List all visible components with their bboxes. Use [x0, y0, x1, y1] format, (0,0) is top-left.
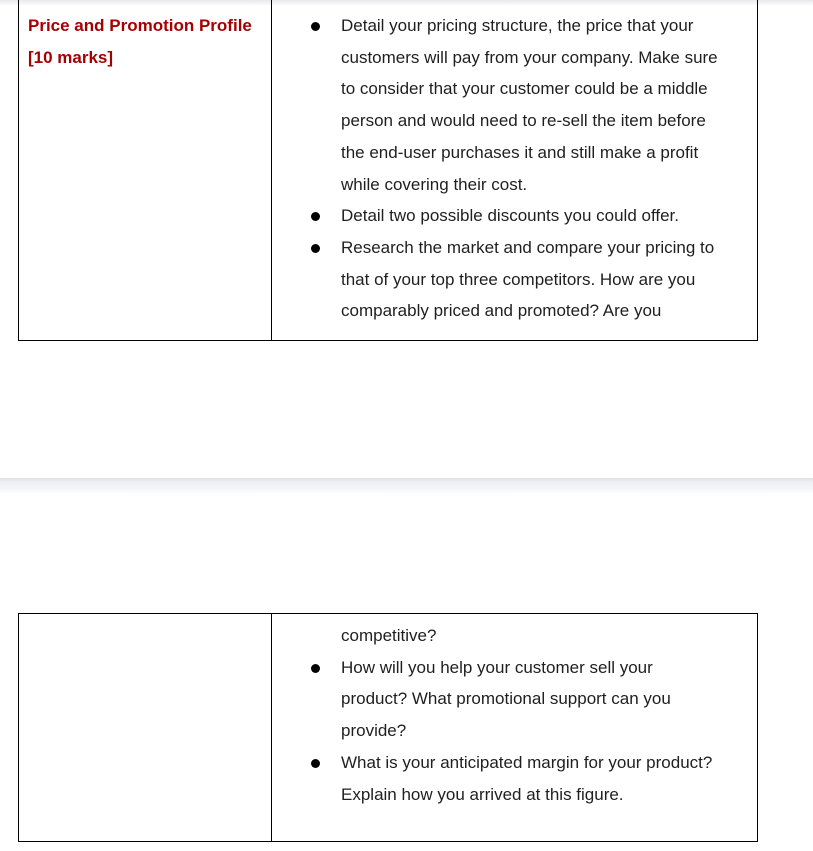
- criteria-label-cell: [19, 0, 272, 341]
- bullet-dot-icon: [311, 22, 320, 31]
- bullet-list: [272, 614, 757, 810]
- bullet-pricing-structure: [272, 10, 757, 200]
- text-line: Research the market and compare your pricing to: [341, 237, 715, 257]
- text-line: that of your top three competitors. How are you: [341, 269, 696, 289]
- bullet-dot-icon: [311, 759, 320, 768]
- table-row: [19, 0, 758, 341]
- bullet-dot-icon: [311, 664, 320, 673]
- text-line: competitive?: [341, 626, 437, 645]
- criteria-description-cell: [272, 0, 758, 341]
- text-line: How will you help your customer sell your: [341, 657, 653, 677]
- text-line: person and would need to re-sell the item before: [341, 111, 706, 131]
- text-line: provide?: [341, 721, 407, 741]
- text-line: Explain how you arrived at this figure.: [341, 784, 624, 804]
- bullet-dot-icon: [311, 212, 320, 221]
- text-line: comparably priced and promoted? Are you: [341, 301, 662, 321]
- text-line: to consider that your customer could be a middle: [341, 79, 708, 99]
- bullet-promotional-support: [272, 652, 757, 747]
- section-marks: [10 marks]: [28, 48, 114, 67]
- bullet-dot-icon: [311, 244, 320, 253]
- text-line: Detail two possible discounts you could offer.: [341, 206, 679, 226]
- text-line: product? What promotional support can you: [341, 689, 671, 709]
- criteria-description-cell: [272, 614, 758, 842]
- text-line: the end-user purchases it and still make a profit: [341, 142, 699, 162]
- bullet-research-market: [272, 232, 757, 327]
- bullet-continuation: [272, 620, 757, 652]
- criteria-label-cell: [19, 614, 272, 842]
- table-row: [19, 614, 758, 842]
- section-title: [19, 0, 271, 74]
- bullet-anticipated-margin: [272, 747, 757, 810]
- text-line: while covering their cost.: [341, 174, 528, 194]
- criteria-table-page-2: [18, 613, 758, 842]
- text-line: customers will pay from your company. Make sure: [341, 47, 718, 67]
- text-line: Detail your pricing structure, the price that your: [341, 16, 694, 35]
- bullet-list: [272, 0, 757, 327]
- page-break: [0, 478, 813, 494]
- criteria-table-page-1: [18, 0, 758, 341]
- section-title-line-1: Price and Promotion Profile: [28, 16, 252, 35]
- bullet-discounts: [272, 200, 757, 232]
- text-line: What is your anticipated margin for your product?: [341, 752, 713, 772]
